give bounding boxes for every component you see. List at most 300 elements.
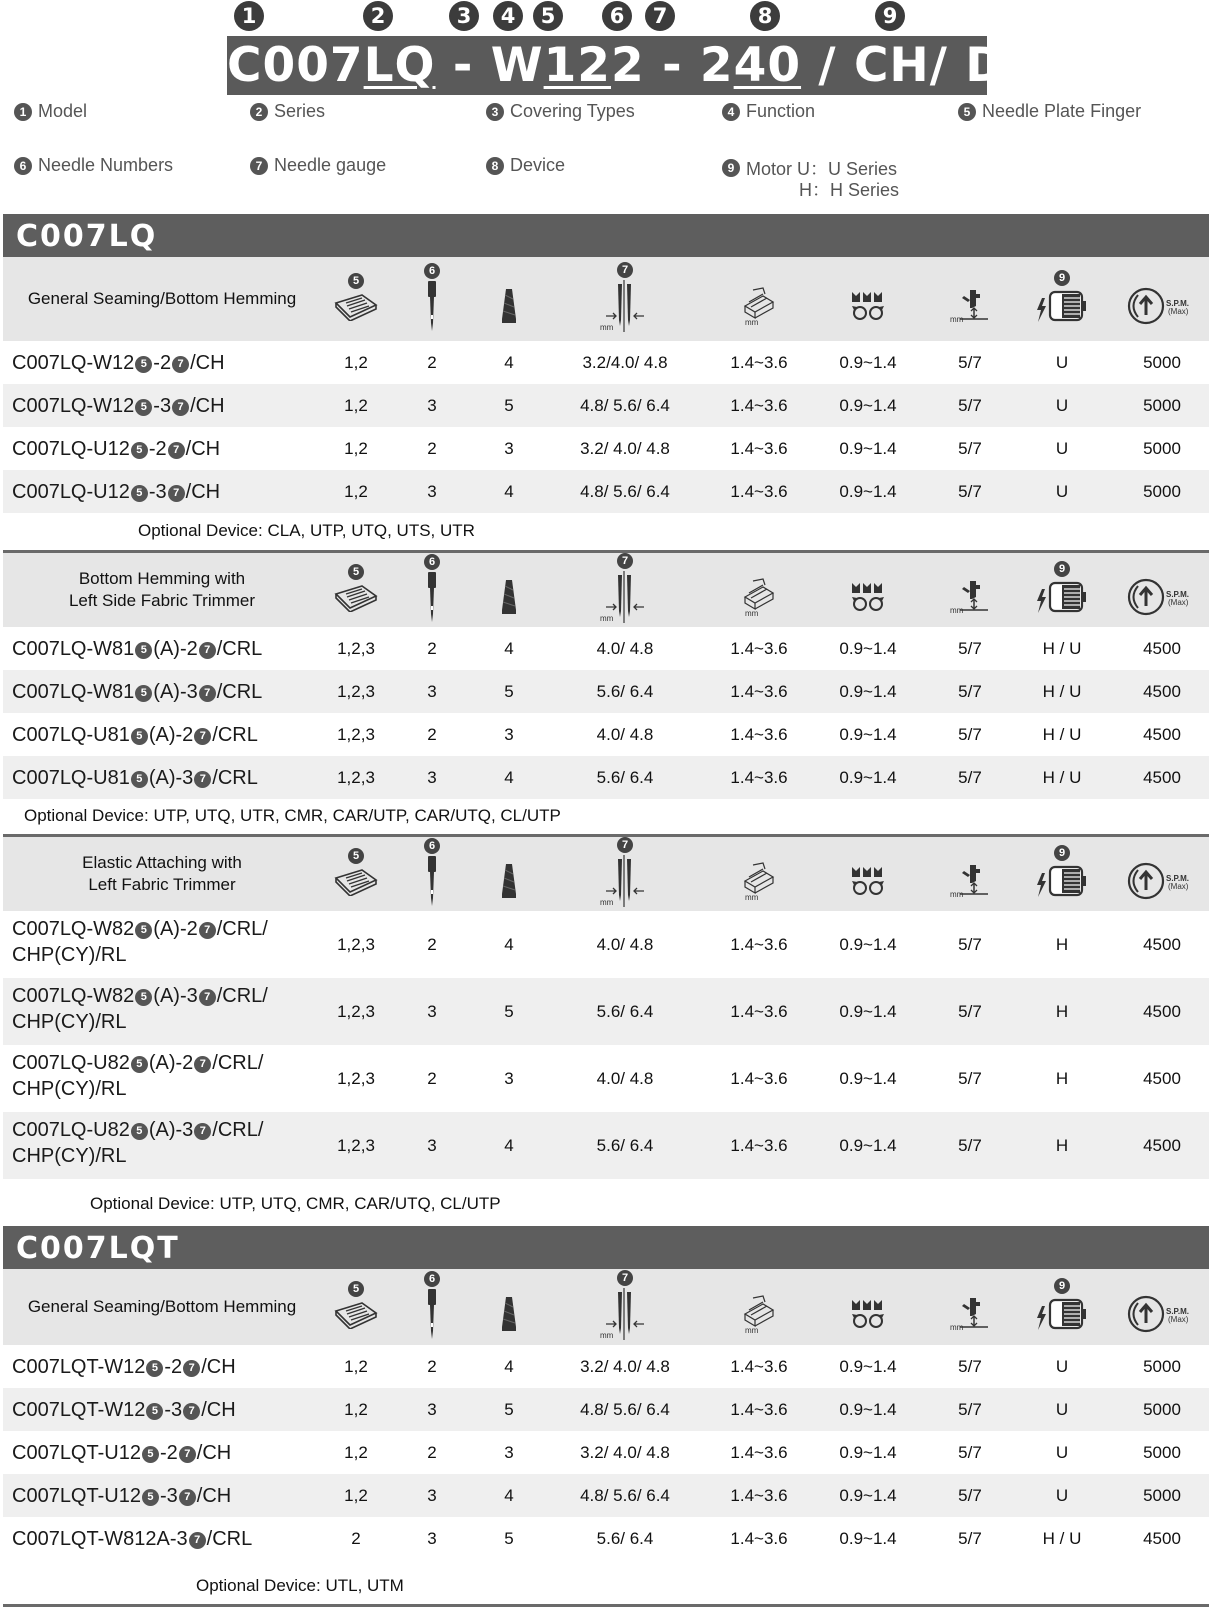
legend-label: Series — [274, 101, 326, 121]
model-name-part: CHP(CY)/RL — [12, 1145, 127, 1167]
needle-plate-icon — [332, 866, 380, 901]
cell-needles: 3 — [427, 1135, 437, 1155]
cell-needles: 2 — [427, 724, 437, 744]
column-number-badge: 7 — [617, 262, 633, 278]
code-model: C007 — [227, 38, 364, 93]
cell-threads: 3 — [504, 1442, 514, 1462]
needle-plate-finger-badge: 5 — [131, 1123, 148, 1140]
cell-gauge: 3.2/4.0/ 4.8 — [582, 352, 668, 372]
model-name-part: /CH — [185, 437, 221, 460]
column-number-badge: 5 — [348, 848, 364, 864]
cell-lift: 5/7 — [958, 438, 982, 458]
model-name-part: C007LQT-W812A-3 — [12, 1527, 188, 1550]
needle-gauge-badge: 7 — [172, 399, 189, 416]
cell-spm: 5000 — [1143, 1399, 1181, 1419]
needle-gauge-badge: 7 — [168, 485, 185, 502]
model-name-part: /CRL — [206, 1527, 253, 1550]
column-number-badge: 7 — [617, 553, 633, 569]
group-header — [3, 837, 1209, 911]
model-name-part: C007LQ-U12 — [12, 480, 130, 503]
model-name-part: (A)-3 — [148, 1119, 194, 1141]
model-name-part: CHP(CY)/RL — [12, 1078, 127, 1100]
cell-diff: 0.9~1.4 — [839, 1399, 897, 1419]
header-icon-cell — [930, 257, 1010, 341]
model-name — [12, 1117, 263, 1169]
cell-needles: 2 — [427, 638, 437, 658]
needle-plate-finger-badge: 5 — [135, 642, 152, 659]
cell-motor: H / U — [1042, 681, 1082, 701]
model-name-part: C007LQ-W12 — [12, 394, 135, 417]
cell-lift: 5/7 — [958, 1442, 982, 1462]
cell-spm: 5000 — [1143, 352, 1181, 372]
code-number-row — [0, 0, 1209, 34]
cell-diff: 0.9~1.4 — [839, 934, 897, 954]
cell-threads: 5 — [504, 1399, 514, 1419]
header-icon-cell — [1122, 257, 1202, 341]
model-name-part: C007LQT-U12 — [12, 1484, 141, 1507]
model-name — [12, 1440, 231, 1466]
model-name-part: /CRL — [216, 680, 263, 703]
legend-number-badge: 4 — [722, 103, 740, 121]
cell-diff: 0.9~1.4 — [839, 1356, 897, 1376]
cell-threads: 4 — [504, 1135, 514, 1155]
column-number-badge: 5 — [348, 1281, 364, 1297]
cell-diff: 0.9~1.4 — [839, 1135, 897, 1155]
svg-text:mm: mm — [745, 608, 759, 617]
needle-gauge-badge: 7 — [179, 1446, 196, 1463]
cell-spm: 4500 — [1143, 1528, 1181, 1548]
svg-text:mm: mm — [950, 889, 964, 899]
motor-icon — [1036, 1296, 1088, 1337]
motor-icon — [1036, 288, 1088, 329]
cell-gauge: 4.8/ 5.6/ 6.4 — [580, 1399, 670, 1419]
needle-plate-finger-badge: 5 — [146, 1360, 163, 1377]
cell-finger: 1,2,3 — [337, 724, 375, 744]
cell-motor: U — [1055, 438, 1069, 458]
header-icon-cell — [585, 257, 665, 341]
model-name-part: -3 — [159, 1484, 178, 1507]
cell-stitch: 1.4~3.6 — [730, 681, 788, 701]
cell-diff: 0.9~1.4 — [839, 352, 897, 372]
header-icon-cell — [469, 1269, 549, 1345]
cell-threads: 4 — [504, 1485, 514, 1505]
table-row — [3, 1345, 1209, 1388]
cell-needles: 3 — [427, 395, 437, 415]
cell-finger: 1,2 — [344, 352, 368, 372]
cell-spm: 5000 — [1143, 395, 1181, 415]
presser-lift-icon — [950, 861, 990, 906]
svg-text:S.P.M.: S.P.M. — [1166, 589, 1189, 599]
cell-motor: H / U — [1042, 767, 1082, 787]
group-divider — [3, 1604, 1209, 1607]
model-name-part: C007LQ-U82 — [12, 1119, 130, 1141]
column-number-badge: 6 — [424, 1271, 440, 1287]
needle-plate-finger-badge: 5 — [131, 771, 148, 788]
cell-stitch: 1.4~3.6 — [730, 1135, 788, 1155]
model-name — [12, 1397, 236, 1423]
table-row — [3, 978, 1209, 1045]
cell-lift: 5/7 — [958, 481, 982, 501]
needle-gauge-badge: 7 — [194, 1056, 211, 1073]
svg-text:(Max): (Max) — [1168, 597, 1189, 607]
model-name-part: /CRL/ — [212, 1119, 264, 1141]
svg-text:mm: mm — [950, 314, 964, 324]
code-series: LQ — [363, 38, 436, 93]
column-number-badge: 6 — [424, 838, 440, 854]
motor-h-series: H：H Series — [799, 180, 900, 200]
cell-motor: H — [1055, 934, 1069, 954]
needle-plate-finger-badge: 5 — [135, 685, 152, 702]
model-name — [12, 983, 268, 1035]
legend-label: Covering Types — [510, 101, 635, 121]
cell-threads: 5 — [504, 681, 514, 701]
legend-number-badge: 2 — [250, 103, 268, 121]
cell-needles: 3 — [427, 481, 437, 501]
needle-plate-finger-badge: 5 — [135, 356, 152, 373]
cell-lift: 5/7 — [958, 638, 982, 658]
needle-plate-finger-badge: 5 — [131, 485, 148, 502]
svg-text:(Max): (Max) — [1168, 306, 1189, 316]
header-icon-cell — [1022, 257, 1102, 341]
header-icon-cell — [1022, 837, 1102, 911]
needle-gauge-badge: 7 — [168, 442, 185, 459]
cell-diff: 0.9~1.4 — [839, 1485, 897, 1505]
cell-stitch: 1.4~3.6 — [730, 395, 788, 415]
code-number-badge: 9 — [875, 1, 905, 31]
cell-diff: 0.9~1.4 — [839, 724, 897, 744]
header-icon-cell — [392, 1269, 472, 1345]
header-icon-cell — [392, 553, 472, 627]
needle-gauge-badge: 7 — [199, 685, 216, 702]
cell-lift: 5/7 — [958, 767, 982, 787]
legend-label: Device — [510, 155, 566, 175]
needle-gauge-badge: 7 — [199, 642, 216, 659]
model-name-part: /CH — [190, 394, 225, 417]
needle-gauge-badge: 7 — [199, 922, 216, 939]
legend-number-badge: 3 — [486, 103, 504, 121]
table-row — [3, 1474, 1209, 1517]
legend-label: Needle Numbers — [38, 155, 174, 175]
stitch-length-icon — [741, 1294, 777, 1339]
table-row — [3, 1112, 1209, 1179]
column-number-badge: 7 — [617, 1270, 633, 1286]
model-name-part: /CRL — [212, 723, 258, 746]
cell-lift: 5/7 — [958, 681, 982, 701]
model-name — [12, 916, 268, 968]
cell-motor: U — [1055, 1442, 1069, 1462]
needle-gauge-icon — [600, 280, 650, 337]
cell-motor: U — [1055, 1399, 1069, 1419]
legend-item — [14, 155, 173, 176]
needle-gauge-badge: 7 — [179, 1489, 196, 1506]
cell-threads: 3 — [504, 1068, 514, 1088]
cell-motor: U — [1055, 352, 1069, 372]
thread-cone-icon — [499, 580, 519, 619]
model-name — [12, 393, 225, 419]
header-icon-cell — [585, 837, 665, 911]
cell-lift: 5/7 — [958, 1068, 982, 1088]
model-code-banner — [227, 36, 1110, 95]
cell-threads: 3 — [504, 438, 514, 458]
presser-lift-icon — [950, 577, 990, 622]
cell-gauge: 5.6/ 6.4 — [596, 767, 654, 787]
table-row — [3, 1431, 1209, 1474]
cell-finger: 1,2 — [344, 1485, 368, 1505]
cell-diff: 0.9~1.4 — [839, 1528, 897, 1548]
svg-text:(Max): (Max) — [1168, 881, 1189, 891]
cell-needles: 3 — [427, 1001, 437, 1021]
svg-text:mm: mm — [600, 897, 614, 907]
cell-diff: 0.9~1.4 — [839, 1442, 897, 1462]
thread-cone-icon — [499, 864, 519, 903]
model-name-part: /CH — [201, 1355, 236, 1378]
cell-gauge: 3.2/ 4.0/ 4.8 — [580, 1356, 670, 1376]
differential-feed-icon — [849, 581, 887, 618]
needle-plate-icon — [332, 1299, 380, 1334]
cell-finger: 1,2,3 — [337, 767, 375, 787]
legend-item — [250, 101, 325, 122]
model-name-part: /CH — [185, 480, 221, 503]
cell-diff: 0.9~1.4 — [839, 638, 897, 658]
optional-device-note — [138, 521, 475, 541]
legend-number-badge: 7 — [250, 157, 268, 175]
needle-plate-finger-badge: 5 — [135, 922, 152, 939]
model-name-part: -3 — [164, 1398, 183, 1421]
model-name-part: (A)-2 — [148, 1052, 194, 1074]
cell-threads: 5 — [504, 395, 514, 415]
model-name-part: C007LQ-W82 — [12, 985, 135, 1007]
spm-icon — [1126, 287, 1198, 330]
column-number-badge: 9 — [1054, 845, 1070, 861]
header-icon-cell — [930, 1269, 1010, 1345]
cell-gauge: 4.0/ 4.8 — [596, 1068, 654, 1088]
differential-feed-icon — [849, 865, 887, 902]
needle-gauge-badge: 7 — [194, 1123, 211, 1140]
optional-device-label: Optional Device: — [138, 521, 263, 540]
thread-cone-icon — [499, 1297, 519, 1336]
model-name-part: /CH — [190, 351, 225, 374]
model-name-part: -2 — [153, 351, 172, 374]
model-name-part: /CRL — [216, 637, 263, 660]
cell-threads: 3 — [504, 724, 514, 744]
code-number-badge: 4 — [493, 1, 523, 31]
table-row — [3, 627, 1209, 670]
column-number-badge: 5 — [348, 273, 364, 289]
column-number-badge: 9 — [1054, 561, 1070, 577]
model-name-part: C007LQ-U81 — [12, 723, 130, 746]
cell-threads: 4 — [504, 481, 514, 501]
cell-spm: 4500 — [1143, 681, 1181, 701]
needle-plate-icon — [332, 291, 380, 326]
model-name — [12, 1050, 263, 1102]
cell-motor: H — [1055, 1001, 1069, 1021]
cell-threads: 4 — [504, 1356, 514, 1376]
needle-gauge-icon — [600, 1288, 650, 1345]
column-number-badge: 9 — [1054, 270, 1070, 286]
cell-stitch: 1.4~3.6 — [730, 1356, 788, 1376]
spm-icon — [1126, 1295, 1198, 1338]
code-number-badge: 7 — [645, 1, 675, 31]
table-row — [3, 1388, 1209, 1431]
model-name-part: CHP(CY)/RL — [12, 1011, 127, 1033]
cell-gauge: 4.8/ 5.6/ 6.4 — [580, 395, 670, 415]
cell-diff: 0.9~1.4 — [839, 1068, 897, 1088]
cell-threads: 4 — [504, 352, 514, 372]
legend-label: Function — [746, 101, 816, 121]
cell-motor: H / U — [1042, 724, 1082, 744]
cell-gauge: 4.0/ 4.8 — [596, 724, 654, 744]
cell-motor: U — [1055, 1356, 1069, 1376]
header-icon-cell — [316, 257, 396, 341]
cell-needles: 3 — [427, 1399, 437, 1419]
cell-needles: 2 — [427, 934, 437, 954]
needle-gauge-badge: 7 — [183, 1360, 200, 1377]
svg-text:S.P.M.: S.P.M. — [1166, 1306, 1189, 1316]
cell-gauge: 3.2/ 4.0/ 4.8 — [580, 438, 670, 458]
header-icon-cell — [316, 553, 396, 627]
cell-finger: 1,2,3 — [337, 638, 375, 658]
cell-motor: U — [1055, 1485, 1069, 1505]
header-icon-cell — [1022, 1269, 1102, 1345]
cell-gauge: 4.8/ 5.6/ 6.4 — [580, 1485, 670, 1505]
legend-item — [722, 101, 815, 122]
cell-lift: 5/7 — [958, 1001, 982, 1021]
cell-threads: 4 — [504, 638, 514, 658]
header-icon-cell — [392, 837, 472, 911]
svg-text:mm: mm — [600, 613, 614, 623]
model-name-part: (A)-2 — [153, 637, 198, 660]
cell-gauge: 3.2/ 4.0/ 4.8 — [580, 1442, 670, 1462]
header-icon-cell — [1122, 837, 1202, 911]
table-row — [3, 756, 1209, 799]
needle-plate-finger-badge: 5 — [142, 1489, 159, 1506]
optional-device-list: UTP, UTQ, CMR, CAR/UTQ, CL/UTP — [214, 1194, 501, 1213]
differential-feed-icon — [849, 1298, 887, 1335]
model-name-part: /CH — [196, 1441, 232, 1464]
legend-label: Needle Plate Finger — [982, 101, 1142, 121]
model-name-part: -2 — [148, 437, 167, 460]
optional-device-label: Optional Device: — [90, 1194, 215, 1213]
cell-motor: U — [1055, 481, 1069, 501]
header-icon-cell — [930, 553, 1010, 627]
cell-needles: 3 — [427, 767, 437, 787]
cell-finger: 1,2,3 — [337, 681, 375, 701]
model-name-part: /CRL/ — [216, 985, 268, 1007]
section-title-bar: C007LQ — [3, 214, 1209, 257]
legend-label: Model — [38, 101, 88, 121]
table-row — [3, 341, 1209, 384]
cell-stitch: 1.4~3.6 — [730, 1399, 788, 1419]
motor-icon — [1036, 579, 1088, 620]
needle-gauge-badge: 7 — [194, 728, 211, 745]
header-icon-cell — [828, 257, 908, 341]
header-icon-cell — [1122, 1269, 1202, 1345]
table-row — [3, 713, 1209, 756]
optional-device-list: UTP, UTQ, UTR, CMR, CAR/UTP, CAR/UTQ, CL/UTP — [148, 806, 561, 825]
cell-spm: 4500 — [1143, 638, 1181, 658]
table-row — [3, 470, 1209, 513]
cell-lift: 5/7 — [958, 934, 982, 954]
legend-number-badge: 8 — [486, 157, 504, 175]
model-name-part: -2 — [164, 1355, 183, 1378]
needle-plate-finger-badge: 5 — [142, 1446, 159, 1463]
model-name-part: C007LQ-U12 — [12, 437, 130, 460]
legend-label: Motor U：U Series — [746, 159, 898, 179]
code-number-badge: 5 — [533, 1, 563, 31]
cell-gauge: 5.6/ 6.4 — [596, 1528, 654, 1548]
model-name — [12, 1483, 231, 1509]
header-icon-cell — [316, 837, 396, 911]
cell-spm: 4500 — [1143, 934, 1181, 954]
legend-number-badge: 1 — [14, 103, 32, 121]
needle-icon — [426, 281, 438, 336]
group-header — [3, 257, 1209, 341]
needle-plate-finger-badge: 5 — [131, 728, 148, 745]
model-name-part: -2 — [159, 1441, 178, 1464]
cell-needles: 3 — [427, 1485, 437, 1505]
cell-spm: 5000 — [1143, 1442, 1181, 1462]
section-title-bar: C007LQT — [3, 1226, 1209, 1269]
cell-diff: 0.9~1.4 — [839, 767, 897, 787]
code-device-motor: / CH/ DCLU — [801, 38, 1110, 93]
cell-stitch: 1.4~3.6 — [730, 1528, 788, 1548]
cell-finger: 1,2,3 — [337, 1001, 375, 1021]
svg-text:mm: mm — [745, 892, 759, 901]
group-title: General Seaming/Bottom Hemming — [27, 289, 297, 308]
needle-gauge-icon — [600, 855, 650, 912]
model-name — [12, 722, 258, 748]
cell-needles: 2 — [427, 1356, 437, 1376]
legend-item — [958, 101, 1141, 122]
model-name-part: C007LQ-U82 — [12, 1052, 130, 1074]
header-icon-cell — [719, 257, 799, 341]
cell-lift: 5/7 — [958, 1485, 982, 1505]
table-row — [3, 384, 1209, 427]
cell-threads: 4 — [504, 767, 514, 787]
header-icon-cell — [1022, 553, 1102, 627]
cell-stitch: 1.4~3.6 — [730, 1442, 788, 1462]
model-name-part: /CRL — [212, 766, 258, 789]
cell-motor: U — [1055, 395, 1069, 415]
svg-text:mm: mm — [745, 1325, 759, 1334]
header-icon-cell — [828, 553, 908, 627]
header-icon-cell — [469, 553, 549, 627]
stitch-length-icon — [741, 861, 777, 906]
model-name-part: (A)-3 — [153, 985, 198, 1007]
cell-gauge: 5.6/ 6.4 — [596, 1135, 654, 1155]
optional-device-label: Optional Device: — [24, 806, 149, 825]
model-name-part: C007LQ-U81 — [12, 766, 130, 789]
cell-stitch: 1.4~3.6 — [730, 1068, 788, 1088]
group-title: Elastic Attaching with Left Fabric Trimmer — [82, 853, 242, 894]
motor-icon — [1036, 863, 1088, 904]
model-name-part: CHP(CY)/RL — [12, 944, 127, 966]
cell-diff: 0.9~1.4 — [839, 395, 897, 415]
code-number-badge: 8 — [750, 1, 780, 31]
cell-spm: 5000 — [1143, 1485, 1181, 1505]
model-name — [12, 636, 262, 662]
cell-stitch: 1.4~3.6 — [730, 352, 788, 372]
legend-item — [486, 101, 635, 122]
cell-needles: 2 — [427, 1068, 437, 1088]
header-icon-cell — [719, 1269, 799, 1345]
cell-stitch: 1.4~3.6 — [730, 1001, 788, 1021]
header-icon-cell — [585, 1269, 665, 1345]
group-title: General Seaming/Bottom Hemming — [27, 1297, 297, 1316]
code-number-badge: 6 — [602, 1, 632, 31]
column-number-badge: 5 — [348, 564, 364, 580]
cell-lift: 5/7 — [958, 724, 982, 744]
